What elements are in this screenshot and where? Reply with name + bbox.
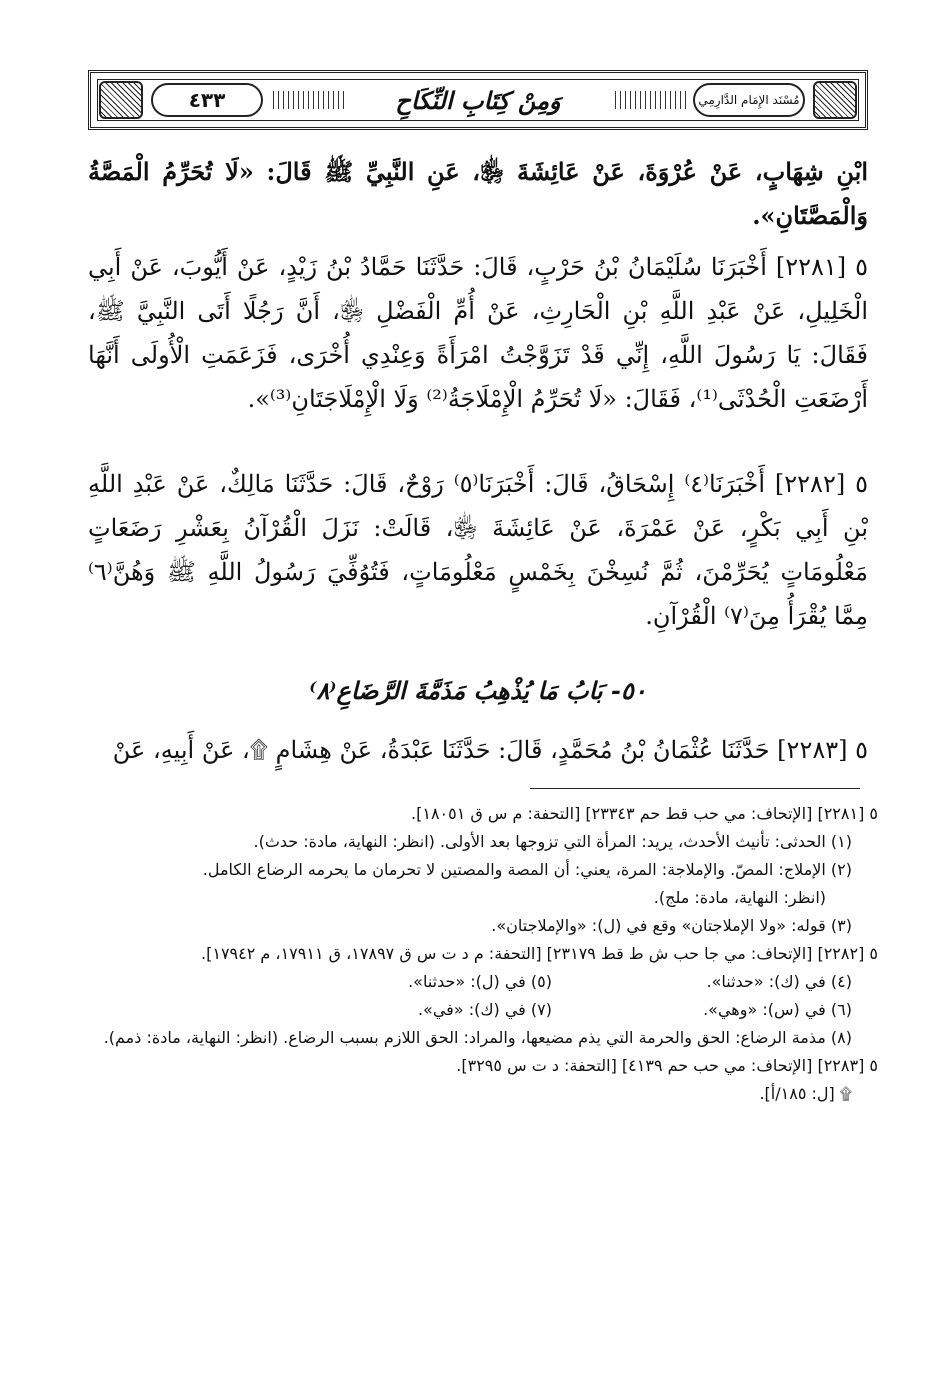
footnote-5: (٥) في (ل): «حدثنا». [408, 972, 552, 991]
hadith-2281 [88, 245, 868, 421]
paragraph-2282: ٥ [٢٢٨٢] أَخْبَرَنَا⁽٤⁾ إِسْحَاقُ، قَالَ: أَخْبَرَنَا⁽٥⁾ رَوْحٌ، قَالَ: حَدَّثَنَا مَالِكٌ، عَنْ عَبْدِ اللَّهِ بْنِ أَبِي بَكْرٍ، عَنْ عَمْرَةَ، عَنْ عَائِشَةَ ﵂، قَالَتْ: نَزَلَ الْقُرْآنُ بِعَشْرِ رَضَعَاتٍ مَعْلُومَاتٍ يُحَرِّمْنَ، ثُمَّ نُسِخْنَ بِخَمْسٍ مَعْلُومَاتٍ، فَتُوُفِّيَ رَسُولُ اللَّهِ ﷺ وَهُنَّ⁽٦⁾ مِمَّا يُقْرَأُ مِنَ⁽٧⁾ الْقُرْآنِ. [88, 470, 868, 630]
paragraph-2283: ٥ [٢٢٨٣] حَدَّثَنَا عُثْمَانُ بْنُ مُحَمَّدٍ، قَالَ: حَدَّثَنَا عَبْدَةُ، عَنْ هِشَامٍ ۩، عَنْ أَبِيهِ، عَنْ [112, 736, 868, 764]
footnote-7: (٧) في (ك): «في». [417, 1000, 552, 1019]
footnote-4: (٤) في (ك): «حدثنا». [706, 972, 852, 991]
footnote-row-4-5 [88, 968, 878, 996]
main-text-top [88, 150, 868, 238]
footnote-row-6-7 [88, 996, 878, 1024]
footnote-3: (٣) قوله: «ولا الإملاجتان» وقع في (ل): «والإملاجتان». [491, 916, 852, 935]
ornament-left-icon [99, 81, 143, 119]
header-pattern-right [611, 91, 687, 109]
footnote-8: (٨) مذمة الرضاع: الحق والحرمة التي يذم مضيعها، والمراد: الحق اللازم بسبب الرضاع. (انظر: النهاية، مادة: ذمم). [103, 1028, 852, 1047]
paragraph-2281: ٥ [٢٢٨١] أَخْبَرَنَا سُلَيْمَانُ بْنُ حَرْبٍ، قَالَ: حَدَّثَنَا حَمَّادُ بْنُ زَيْدٍ، عَنْ أَيُّوبَ، عَنْ أَبِي الْخَلِيلِ، عَنْ عَبْدِ اللَّهِ بْنِ الْحَارِثِ، عَنْ أُمِّ الْفَضْلِ ﵂، أَنَّ رَجُلًا أَتَى النَّبِيَّ ﷺ، فَقَالَ: يَا رَسُولَ اللَّهِ، إِنِّي قَدْ تَزَوَّجْتُ امْرَأَةً وَعِنْدِي أُخْرَى، فَزَعَمَتِ الْأُولَى أَنَّهَا أَرْضَعَتِ الْحُدْثَى⁽¹⁾، فَقَالَ: «لَا تُحَرِّمُ الْإِمْلَاجَةُ⁽²⁾ وَلَا الْإِمْلَاجَتَانِ⁽³⁾». [88, 253, 868, 413]
manuscript-reference: ۩ [ل: ١٨٥/أ]. [759, 1084, 852, 1103]
paragraph-continuation: ابْنِ شِهَابٍ، عَنْ عُرْوَةَ، عَنْ عَائِشَةَ ﵂، عَنِ النَّبِيِّ ﷺ قَالَ: «لَا تُحَرِّمُ الْمَصَّةُ وَالْمَصَّتَانِ». [88, 157, 868, 230]
footnotes [88, 800, 878, 1108]
section-heading: ٥٠- بَابُ مَا يُذْهِبُ مَذَمَّةَ الرَّضَاعِ⁽٨⁾ [309, 676, 647, 705]
footnote-takhrij-2283: ٥ [٢٢٨٣] [الإتحاف: مي حب حم ٤١٣٩] [التحفة: د ت س ٣٢٩٥]. [456, 1056, 878, 1075]
footnote-takhrij-2282: ٥ [٢٢٨٢] [الإتحاف: مي جا حب ش ط قط ٢٣١٧٩] [التحفة: م د ت س ق ١٧٨٩٧، ق ١٧٩١١، م ١٧٩٤٢]. [201, 944, 878, 963]
header-pattern-left [269, 91, 345, 109]
ornament-right-icon [813, 81, 857, 119]
footnote-2: (٢) الإملاج: المصّ. والإملاجة: المرة، يعني: أن المصة والمصتين لا تحرمان ما يحرمه الرضاع الكامل. [202, 860, 852, 879]
chapter-title: وَمِنْ كِتَابِ النِّكَاحِ [395, 85, 561, 115]
hadith-2282 [88, 462, 868, 638]
book-seal: مُسْنَد الإِمَام الدَّارِمِي [693, 83, 805, 117]
hadith-2283 [88, 728, 868, 772]
footnote-1: (١) الحدثى: تأنيث الأحدث، يريد: المرأة التي تزوجها بعد الأولى. (انظر: النهاية، مادة: حدث). [253, 832, 852, 851]
page-number: ٤٣٣ [151, 83, 263, 117]
footnote-2-cont: (انظر: النهاية، مادة: ملج). [653, 888, 826, 907]
footnote-divider [530, 788, 860, 789]
running-header [88, 70, 868, 130]
footnote-6: (٦) في (س): «وهي». [703, 1000, 852, 1019]
footnote-takhrij-2281: ٥ [٢٢٨١] [الإتحاف: مي حب قط حم ٢٣٣٤٣] [التحفة: م س ق ١٨٠٥١]. [411, 804, 878, 823]
